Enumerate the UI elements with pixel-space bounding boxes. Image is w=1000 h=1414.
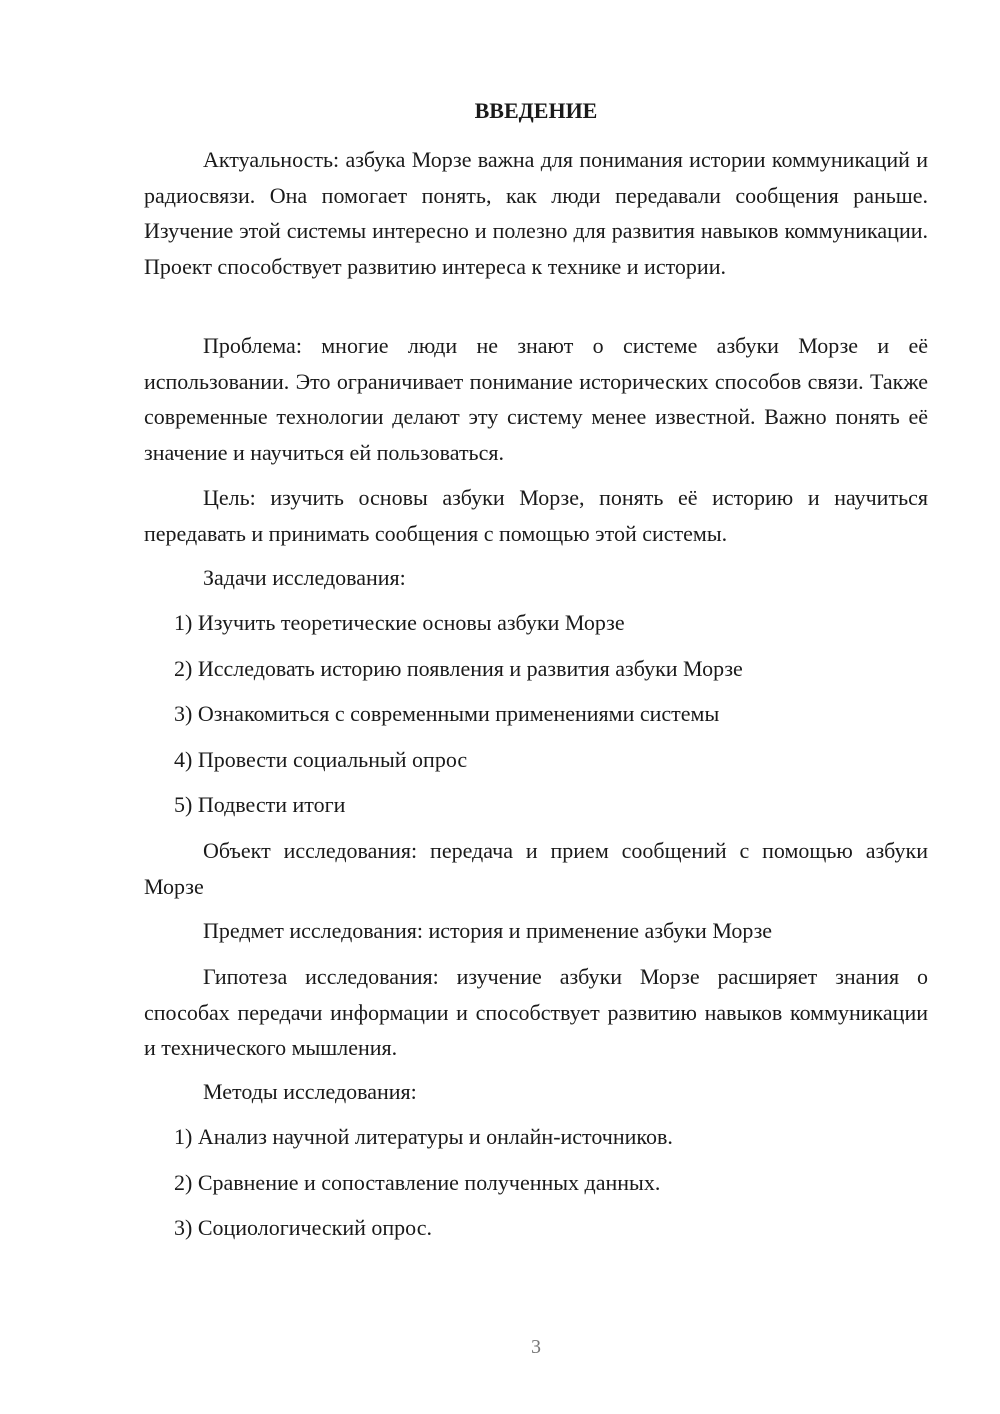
methods-heading: Методы исследования:	[203, 1079, 417, 1104]
method-item: 1) Анализ научной литературы и онлайн-источников.	[174, 1124, 673, 1149]
hypothesis-paragraph: Гипотеза исследования: изучение азбуки Морзе расширяет знания о способах передачи информации и способствует развитию навыков коммуникации и технического мышления.	[144, 964, 928, 1060]
document-page	[144, 0, 928, 1414]
task-item: 3) Ознакомиться с современными применениями системы	[174, 701, 720, 726]
method-item: 3) Социологический опрос.	[174, 1215, 432, 1240]
task-item: 2) Исследовать историю появления и развития азбуки Морзе	[174, 656, 743, 681]
method-item: 2) Сравнение и сопоставление полученных данных.	[174, 1170, 661, 1195]
task-item: 4) Провести социальный опрос	[174, 747, 468, 772]
goal-paragraph: Цель: изучить основы азбуки Морзе, понять её историю и научиться передавать и принимать сообщения с помощью этой системы.	[144, 485, 928, 546]
section-heading: ВВЕДЕНИЕ	[474, 98, 598, 123]
tasks-heading: Задачи исследования:	[203, 565, 406, 590]
problem-paragraph: Проблема: многие люди не знают о системе азбуки Морзе и её использовании. Это ограничивает понимание исторических способов связи. Также современные технологии делают эту систему менее известной. Важно понять её значение и научиться ей пользоваться.	[144, 333, 928, 465]
subject-paragraph: Предмет исследования: история и применение азбуки Морзе	[203, 918, 773, 943]
page-number: 3	[531, 1336, 541, 1358]
object-paragraph: Объект исследования: передача и прием сообщений с помощью азбуки Морзе	[144, 838, 928, 899]
actuality-paragraph: Актуальность: азбука Морзе важна для понимания истории коммуникаций и радиосвязи. Она помогает понять, как люди передавали сообщения раньше. Изучение этой системы интересно и полезно для развития навыков коммуникации. Проект способствует развитию интереса к технике и истории.	[144, 147, 928, 279]
task-item: 5) Подвести итоги	[174, 792, 346, 817]
task-item: 1) Изучить теоретические основы азбуки Морзе	[174, 610, 625, 635]
